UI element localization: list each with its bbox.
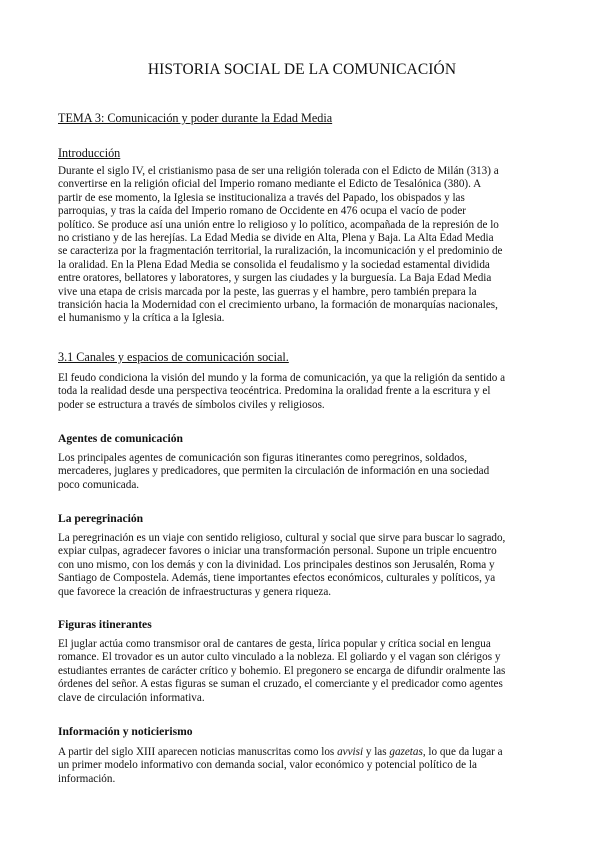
figuras-paragraph: [58, 638, 546, 705]
info-paragraph: [58, 746, 546, 786]
intro-line: el humanismo y la crítica a la Iglesia.: [58, 312, 225, 325]
intro-line: se caracteriza por la fragmentación territorial, la ruralización, la incomunicación y el predominio de: [58, 245, 503, 258]
info-line: información.: [58, 772, 116, 785]
figuras-heading-text: Figuras itinerantes: [58, 618, 152, 631]
info-line: un primer modelo informativo con demanda social, valor económico y potencial político de la: [58, 759, 477, 772]
peregrinacion-paragraph: [58, 532, 546, 599]
avvisi-term: avvisi: [337, 746, 364, 758]
intro-line: partir de ese momento, la Iglesia se institucionaliza a través del Papado, los obispados y las: [58, 191, 465, 204]
peregrinacion-line: La peregrinación es un viaje con sentido religioso, cultural y social que sirve para buscar lo sagrado,: [58, 532, 506, 544]
section-3-1-line: toda la realidad desde una perspectiva teocéntrica. Predomina la oralidad frente a la escritura y el: [58, 385, 491, 398]
info-line: [58, 746, 546, 759]
document-title: HISTORIA SOCIAL DE LA COMUNICACIÓN: [147, 61, 457, 78]
agentes-paragraph: [58, 452, 546, 492]
info-text: y las: [363, 746, 390, 758]
peregrinacion-line: expiar culpas, agradecer favores o iniciar una transformación personal. Supone un triple encuentro: [58, 545, 497, 558]
peregrinacion-heading: [58, 512, 546, 526]
intro-line: político. Se produce así una unión entre lo religioso y lo político, acompañada de la represión de lo: [58, 218, 499, 231]
figuras-line: clave de circulación informativa.: [58, 691, 205, 704]
intro-heading: [58, 147, 546, 161]
peregrinacion-line: con uno mismo, con los demás y con la divinidad. Los principales destinos son Jerusalén, Roma y: [58, 558, 495, 571]
info-heading-text: Información y noticierismo: [58, 725, 193, 738]
intro-line: Durante el siglo IV, el cristianismo pasa de ser una religión tolerada con el Edicto de Milán (313) a: [58, 165, 499, 177]
agentes-line: Los principales agentes de comunicación son figuras itinerantes como peregrinos, soldados,: [58, 452, 467, 464]
agentes-heading-text: Agentes de comunicación: [58, 432, 183, 445]
figuras-line: romance. El trovador es un autor culto vinculado a la nobleza. El goliardo y el vagan son clérigos y: [58, 651, 501, 664]
figuras-heading: [58, 618, 546, 632]
agentes-line: poco comunicada.: [58, 478, 140, 491]
intro-line: parroquias, y tras la caída del Imperio romano de Occidente en 476 ocupa el vacío de poder: [58, 205, 467, 218]
intro-line: entre oratores, bellatores y laboratores, y surgen las ciudades y la burguesía. La Baja Edad Media: [58, 272, 492, 285]
intro-line: vive una etapa de crisis marcada por la peste, las guerras y el hambre, pero también prepara la: [58, 285, 477, 298]
peregrinacion-line: que favorece la creación de infraestructuras y genera riqueza.: [58, 585, 332, 598]
agentes-line: mercaderes, juglares y predicadores, que permiten la circulación de información en una sociedad: [58, 465, 490, 478]
theme-heading-text: TEMA 3: Comunicación y poder durante la Edad Media: [58, 111, 333, 125]
intro-line: no cristiano y de las herejías. La Edad Media se divide en Alta, Plena y Baja. La Alta Edad Media: [58, 232, 494, 245]
figuras-line: órdenes del señor. A estas figuras se suman el cruzado, el comerciante y el predicador como agentes: [58, 678, 503, 691]
info-text: A partir del siglo XIII aparecen noticias manuscritas como los: [58, 746, 338, 758]
intro-paragraph: [58, 165, 546, 326]
intro-line: transición hacia la Modernidad con el crecimiento urbano, la formación de monarquías nacionales,: [58, 299, 498, 312]
gazetas-term: gazetas: [389, 746, 423, 758]
peregrinacion-line: Santiago de Compostela. Además, tiene importantes efectos económicos, culturales y políticos, ya: [58, 572, 496, 585]
intro-line: la oralidad. En la Plena Edad Media se consolida el feudalismo y la sociedad estamental dividida: [58, 258, 490, 271]
info-text: , lo que da lugar a: [422, 746, 503, 758]
peregrinacion-heading-text: La peregrinación: [58, 512, 144, 525]
info-heading: [58, 725, 546, 739]
figuras-line: El juglar actúa como transmisor oral de cantares de gesta, lírica popular y crítica social en lengua: [58, 638, 491, 650]
figuras-line: estudiantes errantes de carácter crítico y bohemio. El pregonero se encarga de difundir oralmente las: [58, 664, 506, 677]
section-3-1-line: poder se estructura a través de símbolos civiles y religiosos.: [58, 398, 325, 411]
theme-heading: [58, 112, 546, 126]
section-3-1-heading: [58, 351, 546, 365]
intro-line: convertirse en la religión oficial del Imperio romano mediante el Edicto de Tesalónica (380). A: [58, 178, 482, 191]
section-3-1-heading-text: 3.1 Canales y espacios de comunicación social.: [58, 350, 289, 364]
section-3-1-line: El feudo condiciona la visión del mundo y la forma de comunicación, ya que la religión da sentido a: [58, 372, 506, 384]
section-3-1-paragraph: [58, 372, 546, 412]
intro-heading-text: Introducción: [58, 146, 121, 160]
agentes-heading: [58, 432, 546, 446]
